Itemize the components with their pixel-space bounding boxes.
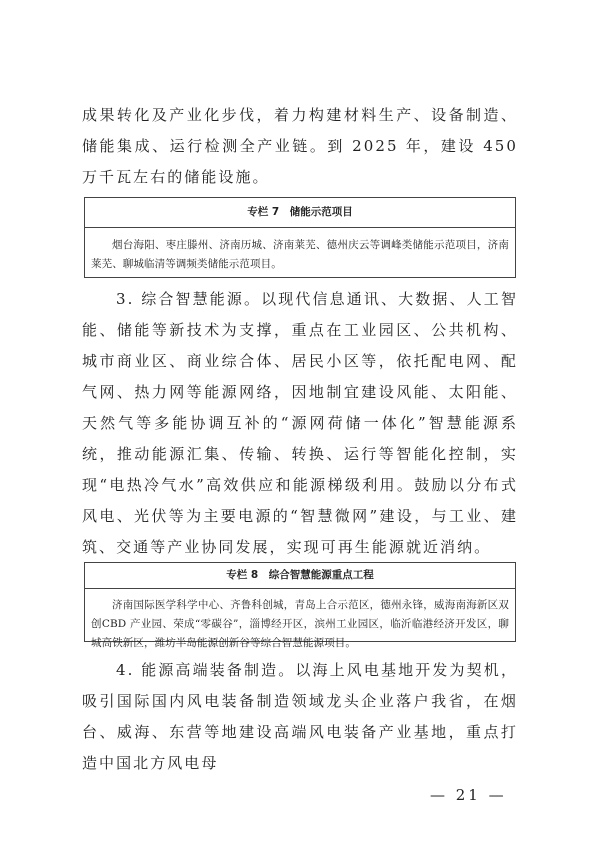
box-7-title: 专栏 7 储能示范项目 [85, 198, 515, 228]
box-7-body: 烟台海阳、枣庄滕州、济南历城、济南莱芜、德州庆云等调峰类储能示范项目，济南莱芜、聊城临清等调频类储能示范项目。 [91, 239, 509, 270]
paragraph-storage-industry: 成果转化及产业化步伐，着力构建材料生产、设备制造、储能集成、运行检测全产业链。到 2025 年，建设 450 万千瓦左右的储能设施。 [82, 106, 518, 186]
sidebar-box-8 [84, 562, 516, 649]
paragraph-high-end-equipment: 4. 能源高端装备制造。以海上风电基地开发为契机，吸引国际国内风电装备制造领域龙头企业落户我省，在烟台、威海、东营等地建设高端风电装备产业基地，重点打造中国北方风电母 [82, 661, 518, 772]
box-8-body: 济南国际医学科学中心、齐鲁科创城，青岛上合示范区，德州永锋，威海南海新区双创CBD 产业园、荣成“零碳谷”，淄博经开区，滨州工业园区，临沂临港经济开发区，聊城高铁新区，潍坊半岛能源创新谷等综合智慧能源项目。 [91, 599, 509, 649]
sidebar-box-7 [84, 197, 516, 278]
box-8-title: 专栏 8 综合智慧能源重点工程 [85, 563, 515, 589]
page-number: — 21 — [430, 786, 507, 804]
paragraph-smart-energy: 3. 综合智慧能源。以现代信息通讯、大数据、人工智能、储能等新技术为支撑，重点在工业园区、公共机构、城市商业区、商业综合体、居民小区等，依托配电网、配气网、热力网等能源网络，因地制宜建设风能、太阳能、天然气等多能协调互补的“源网荷储一体化”智慧能源系统，推动能源汇集、传输、转换、运行等智能化控制，实现“电热冷气水”高效供应和能源梯级利用。鼓励以分布式风电、光伏等为主要电源的“智慧微网”建设，与工业、建筑、交通等产业协同发展，实现可再生能源就近消纳。 [82, 290, 518, 556]
